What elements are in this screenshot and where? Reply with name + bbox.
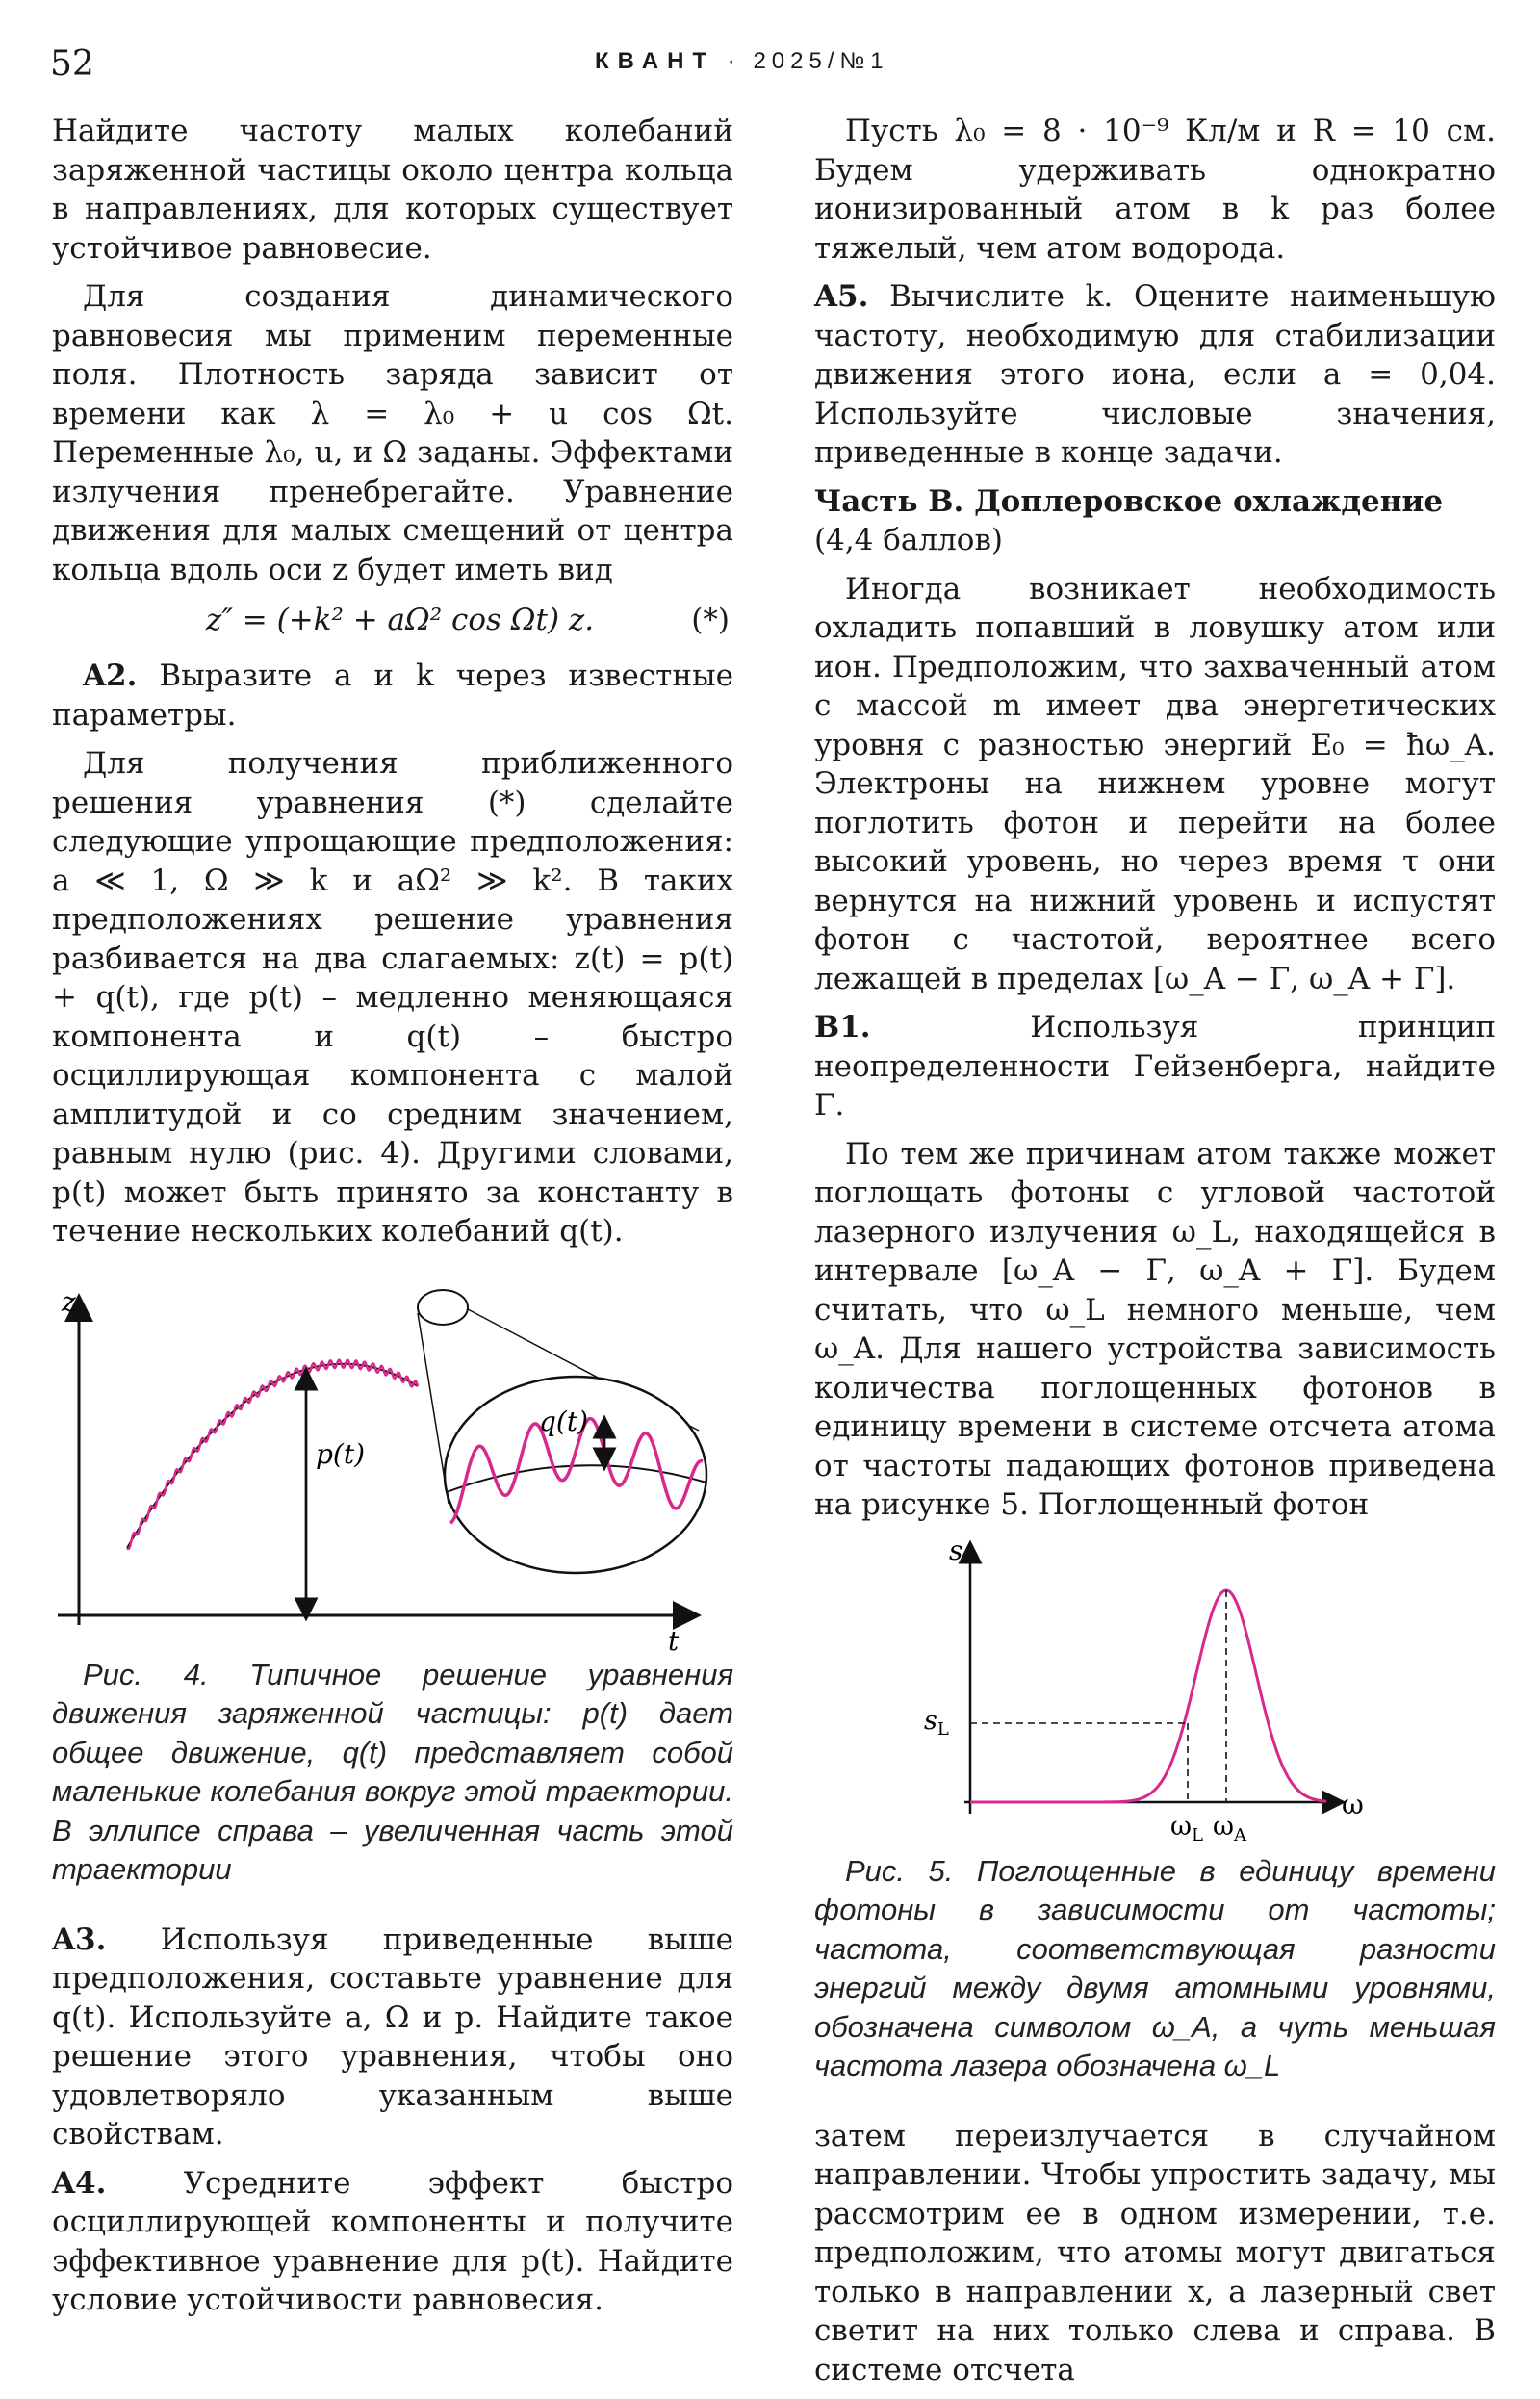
task-text: Используя принцип неопределенности Гейзенберга, найдите Γ. — [814, 1010, 1496, 1122]
trajectory-smooth — [127, 1363, 418, 1547]
paragraph: Для создания динамического равновесия мы применим переменные поля. Плотность заряда зависит от времени как λ = λ₀ + u cos Ωt. Переменные λ₀, u, и Ω заданы. Эффектами излучения пренебрегайте. Уравнение движения для малых смещений от центра кольца вдоль оси z будет иметь вид — [52, 279, 733, 587]
figure-5-caption: Рис. 5. Поглощенные в единицу времени фотоны в зависимости от частоты; частота, соответствующая разности энергий между двумя атомными уровнями, обозначена символом ω_A, а чуть меньшая частота лазера обозначена ω_L — [814, 1853, 1496, 2082]
label-sL: $s_L$ — [924, 1705, 949, 1740]
equation-star — [52, 599, 733, 649]
page-number: 52 — [50, 44, 94, 84]
task-a4 — [52, 2164, 733, 2320]
running-head — [595, 48, 889, 75]
task-label: A3. — [52, 1922, 107, 1957]
issue-label: · 2025/№1 — [727, 48, 889, 74]
figure-4 — [52, 1261, 733, 1656]
paragraph: По тем же причинам атом также может поглощать фотоны с угловой частотой лазерного излучения ω_L, находящейся в интервале [ω_A − Γ, ω_A + Γ]. Будем считать, что ω_L немного меньше, чем ω_A. Для нашего устройства зависимость количества поглощенных фотонов в единицу времени в системе отсчета атома от частоты падающих фотонов приведена на рисунке 5. Поглощенный фотон — [814, 1136, 1496, 1522]
task-label: A4. — [52, 2165, 107, 2201]
label-w: ω — [1342, 1788, 1364, 1820]
label-s: s — [949, 1534, 963, 1566]
label-t: t — [668, 1624, 680, 1656]
label-q: q(t) — [539, 1405, 589, 1437]
paragraph: Иногда возникает необходимость охладить попавший в ловушку атом или ион. Предположим, что захваченный атом с массой m имеет два энергетических уровня с разностью энергий E₀ = ħω_A. Электроны на нижнем уровне могут поглотить фотон и перейти на более высокий уровень, но через время τ они вернутся на нижний уровень и испустят фотон с частотой, вероятнее всего лежащей в пределах [ω_A − Γ, ω_A + Γ]. — [814, 571, 1496, 996]
task-a5 — [814, 277, 1496, 473]
zoom-small-ellipse — [418, 1290, 468, 1325]
journal-name: КВАНТ — [595, 48, 716, 74]
task-a3 — [52, 1921, 733, 2154]
figure-4-caption: Рис. 4. Типичное решение уравнения движения заряженной частицы: p(t) дает общее движение, q(t) представляет собой маленькие колебания вокруг этой траектории. В эллипсе справа – увеличенная часть этой траектории — [52, 1657, 733, 1886]
paragraph: Найдите частоту малых колебаний заряженной частицы около центра кольца в направлениях, для которых существует устойчивое равновесие. — [52, 114, 733, 266]
section-heading — [814, 482, 1496, 560]
task-label: A2. — [83, 658, 138, 693]
section-points: (4,4 баллов) — [814, 523, 1003, 557]
task-text: Используя приведенные выше предположения, составьте уравнение для q(t). Используйте a, Ω и p. Найдите такое решение этого уравнения, чтобы оно удовлетворяло указанным выше свойствам. — [52, 1922, 733, 2152]
section-title: Часть B. Доплеровское охлаждение — [814, 483, 1444, 519]
paragraph: Пусть λ₀ = 8 · 10⁻⁹ Кл/м и R = 10 см. Будем удерживать однократно ионизированный атом в k раз более тяжелый, чем атом водорода. — [814, 114, 1496, 266]
label-z: z — [62, 1285, 76, 1318]
absorption-curve — [970, 1590, 1326, 1802]
task-text: Усредните эффект быстро осциллирующей компоненты и получите эффективное уравнение для p(t). Найдите условие устойчивости равновесия. — [52, 2165, 733, 2317]
task-text: Вычислите k. Оцените наименьшую частоту, необходимую для стабилизации движения этого иона, если a = 0,04. Используйте числовые значения, приведенные в конце задачи. — [814, 279, 1496, 470]
label-wA: $\omega_A$ — [1213, 1811, 1247, 1845]
task-label: B1. — [814, 1010, 871, 1045]
task-label: A5. — [814, 279, 869, 314]
task-a2 — [52, 657, 733, 735]
trajectory-oscillating — [127, 1359, 418, 1548]
paragraph: затем переизлучается в случайном направлении. Чтобы упростить задачу, мы рассмотрим ее в одном измерении, т.е. предположим, что атомы могут двигаться только в направлении x, а лазерный свет светит на них только слева и справа. В системе отсчета — [814, 2118, 1496, 2387]
label-wL: $\omega_L$ — [1170, 1811, 1203, 1845]
task-text: Выразите a и k через известные параметры. — [52, 658, 733, 733]
task-b1 — [814, 1008, 1496, 1125]
paragraph: Для получения приближенного решения уравнения (*) сделайте следующие упрощающие предположения: a ≪ 1, Ω ≫ k и aΩ² ≫ k². В таких предположениях решение уравнения разбивается на два слагаемых: z(t) = p(t) + q(t), где p(t) – медленно меняющаяся компонента и q(t) – быстро осциллирующая компонента с малой амплитудой и со средним значением, равным нулю (рис. 4). Другими словами, p(t) может быть принято за константу в течение нескольких колебаний q(t). — [52, 746, 733, 1249]
equation-tag: (*) — [691, 603, 730, 637]
right-column — [814, 112, 1496, 2399]
figure-5 — [814, 1535, 1496, 1852]
left-column — [52, 112, 733, 2330]
equation: z″ = (+k² + aΩ² cos Ωt) z. — [206, 603, 595, 637]
label-p: p(t) — [316, 1437, 366, 1470]
